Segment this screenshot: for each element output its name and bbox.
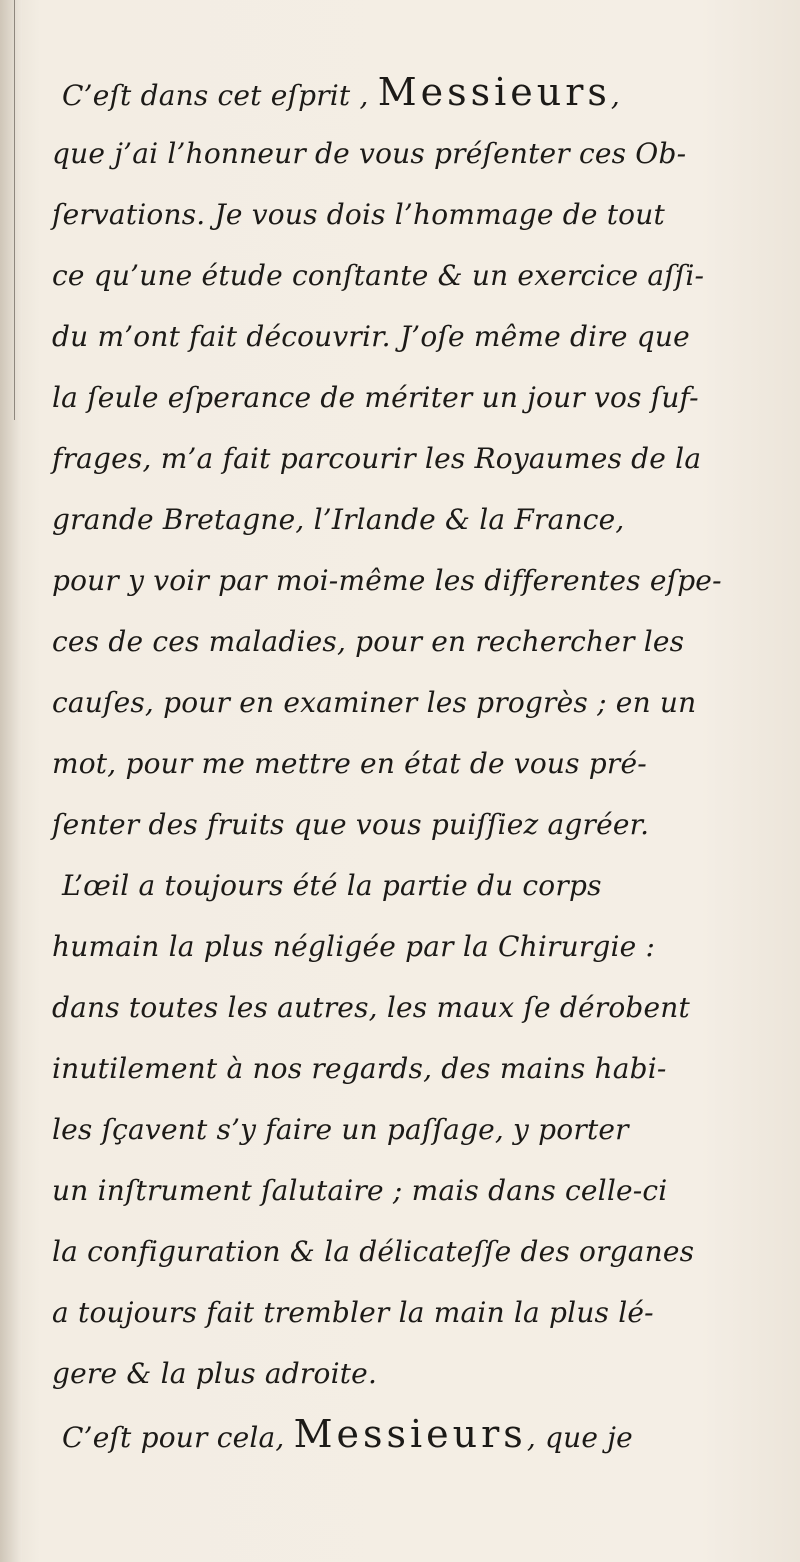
page-gutter	[0, 0, 22, 1562]
text-line-14: L’œil a toujours été la partie du corps	[62, 869, 602, 902]
text-line-18: les ſçavent s’y faire un paſſage, y porter	[52, 1113, 629, 1146]
text-line-15: humain la plus négligée par la Chirurgie :	[52, 930, 656, 963]
text-line-9: pour y voir par moi-même les differentes eſpe-	[52, 564, 722, 597]
text-line-23	[52, 1404, 792, 1465]
text-block	[52, 62, 792, 1465]
text-line-11: cauſes, pour en examiner les progrès ; en un	[52, 686, 697, 719]
binding-edge	[14, 0, 15, 420]
text-line-6: la ſeule eſperance de mériter un jour vos ſuf-	[52, 381, 699, 414]
text-line-3: ſervations. Je vous dois l’hommage de tout	[52, 198, 665, 231]
text-line-16: dans toutes les autres, les maux ſe dérobent	[52, 991, 690, 1024]
text-line-8: grande Bretagne, l’Irlande & la France,	[52, 503, 625, 536]
text-line-7: frages, m’a fait parcourir les Royaumes de la	[52, 442, 702, 475]
text-line-4: ce qu’une étude conſtante & un exercice aſſi-	[52, 259, 705, 292]
line-23-post: , que je	[526, 1421, 633, 1454]
line-1-pre: C’eſt dans cet eſprit ,	[62, 79, 378, 112]
text-line-12: mot, pour me mettre en état de vous pré-	[52, 747, 647, 780]
text-line-17: inutilement à nos regards, des mains habi-	[52, 1052, 667, 1085]
text-line-5: du m’ont fait découvrir. J’oſe même dire que	[52, 320, 690, 353]
messieurs-caps: Messieurs	[377, 70, 611, 114]
messieurs-caps-2: Messieurs	[293, 1412, 527, 1456]
text-line-2: que j’ai l’honneur de vous préſenter ces Ob-	[52, 137, 687, 170]
text-line-19: un inſtrument ſalutaire ; mais dans celle-ci	[52, 1174, 668, 1207]
line-23-pre: C’eſt pour cela,	[62, 1421, 294, 1454]
line-1-post: ,	[610, 79, 620, 112]
text-line-10: ces de ces maladies, pour en rechercher les	[52, 625, 685, 658]
text-line-20: la configuration & la délicateſſe des organes	[52, 1235, 695, 1268]
text-line-13: ſenter des fruits que vous puiſſiez agréer.	[52, 808, 650, 841]
text-line-1	[52, 62, 792, 123]
text-line-21: a toujours fait trembler la main la plus lé-	[52, 1296, 654, 1329]
text-line-22: gere & la plus adroite.	[52, 1357, 378, 1390]
